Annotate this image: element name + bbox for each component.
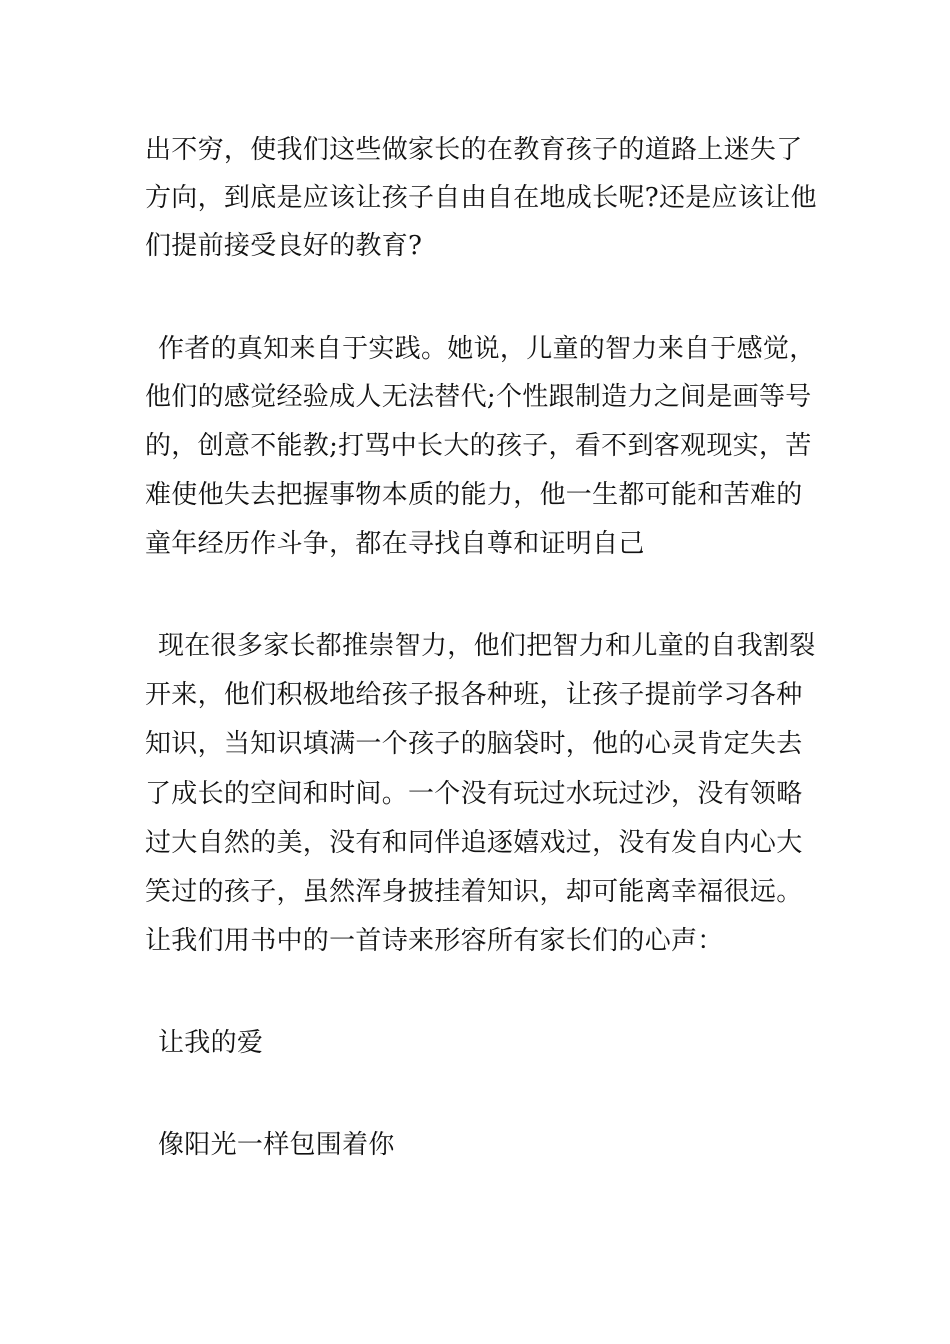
paragraph-2-line-1: 作者的真知来自于实践。她说，儿童的智力来自于感觉， — [158, 334, 816, 364]
paragraph-3-line-5: 过大自然的美，没有和同伴追逐嬉戏过，没有发自内心大 — [145, 828, 803, 858]
paragraph-2-line-5: 童年经历作斗争，都在寻找自尊和证明自己 — [145, 529, 645, 559]
paragraph-3-line-4: 了成长的空间和时间。一个没有玩过水玩过沙，没有领略 — [145, 779, 803, 809]
poem-line-1: 让我的爱 — [158, 1028, 264, 1058]
paragraph-3-line-2: 开来，他们积极地给孩子报各种班，让孩子提前学习各种 — [145, 680, 803, 710]
paragraph-1-line-1: 出不穷，使我们这些做家长的在教育孩子的道路上迷失了 — [145, 135, 803, 165]
paragraph-3-line-3: 知识，当知识填满一个孩子的脑袋时，他的心灵肯定失去 — [145, 729, 803, 759]
paragraph-2-line-3: 的，创意不能教;打骂中长大的孩子，看不到客观现实，苦 — [145, 431, 812, 461]
paragraph-2-line-2: 他们的感觉经验成人无法替代;个性跟制造力之间是画等号 — [145, 382, 812, 412]
poem-line-2: 像阳光一样包围着你 — [158, 1130, 395, 1160]
paragraph-1-line-2: 方向，到底是应该让孩子自由自在地成长呢?还是应该让他 — [145, 183, 817, 213]
paragraph-3-line-6: 笑过的孩子，虽然浑身披挂着知识，却可能离幸福很远。 — [145, 877, 803, 907]
paragraph-3-line-1: 现在很多家长都推崇智力，他们把智力和儿童的自我割裂 — [158, 631, 816, 661]
paragraph-2-line-4: 难使他失去把握事物本质的能力，他一生都可能和苦难的 — [145, 480, 803, 510]
paragraph-1-line-3: 们提前接受良好的教育? — [145, 231, 423, 261]
paragraph-3-line-7: 让我们用书中的一首诗来形容所有家长们的心声： — [145, 926, 724, 956]
